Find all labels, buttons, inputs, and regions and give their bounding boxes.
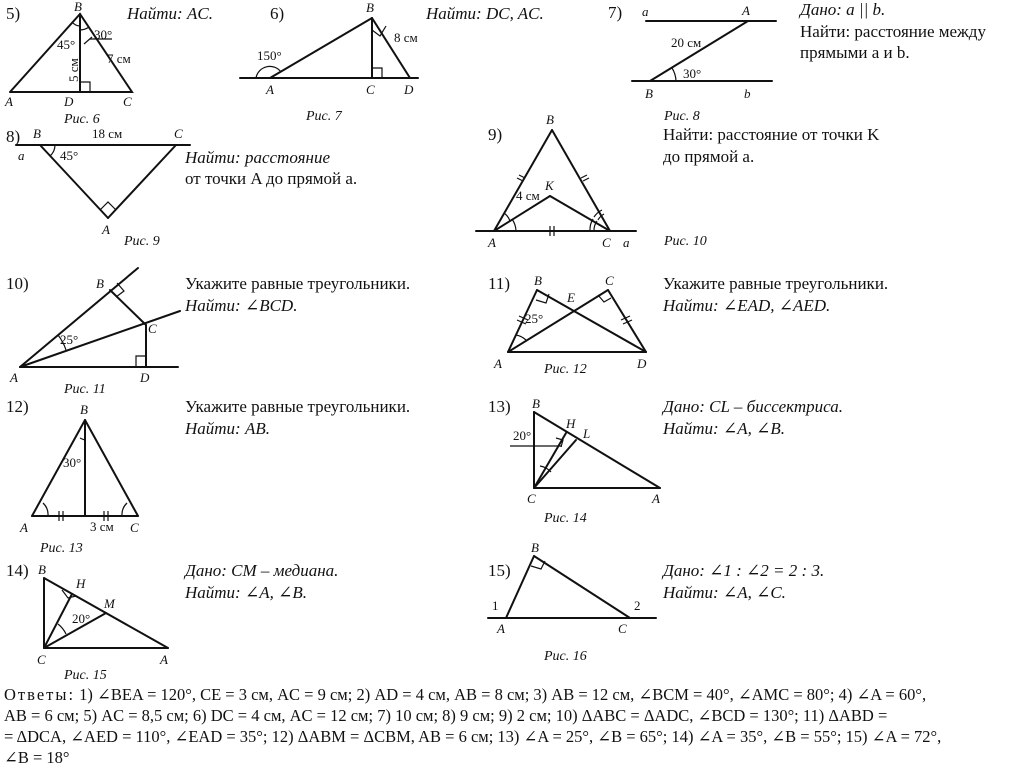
- problem-13: [488, 396, 843, 526]
- problem-8: [6, 126, 357, 249]
- vertex-label: B: [546, 112, 554, 127]
- vertex-label: C: [605, 273, 614, 288]
- angle-label: 45°: [57, 37, 76, 52]
- answers-line: = ΔDCA, ∠AED = 110°, ∠EAD = 35°; 12) ΔABM = ΔCBM, AB = 6 см; 13) ∠A = 25°, ∠B = 65°; 14) ∠A = 35°, ∠B = 55°; 15) ∠A = 72°,: [4, 727, 942, 746]
- vertex-label: A: [742, 3, 750, 18]
- problem-find: Найти: расстояние от точки K: [663, 125, 880, 144]
- figure-caption: Рис. 10: [664, 234, 707, 249]
- side-label: 7 см: [107, 51, 131, 66]
- problem-find: Найти: DC, AC.: [426, 4, 544, 23]
- vertex-label: H: [566, 416, 576, 431]
- vertex-label: A: [494, 356, 502, 371]
- figure-caption: Рис. 13: [40, 541, 83, 556]
- vertex-label: M: [104, 596, 115, 611]
- vertex-label: C: [123, 94, 132, 109]
- vertex-label: B: [38, 562, 46, 577]
- vertex-label: A: [20, 520, 28, 535]
- figure-caption: Рис. 11: [64, 382, 106, 397]
- problem-14: [6, 561, 338, 683]
- problem-find: Найти: ∠A, ∠B.: [663, 419, 785, 438]
- problem-find-cont: прямыми a и b.: [800, 43, 910, 62]
- vertex-label: A: [497, 621, 505, 636]
- angle-label: 45°: [60, 148, 79, 163]
- problem-task: Укажите равные треугольники.: [663, 274, 889, 293]
- vertex-label: B: [531, 540, 539, 555]
- problem-number: 6): [270, 4, 285, 23]
- problem-find: Найти: расстояние между: [800, 22, 986, 41]
- problem-number: 15): [488, 561, 511, 580]
- problem-5: [4, 0, 213, 127]
- vertex-label: A: [266, 82, 274, 97]
- problem-find-cont: до прямой a.: [663, 147, 755, 166]
- vertex-label: B: [532, 396, 540, 411]
- vertex-label: C: [148, 321, 157, 336]
- figure-caption: Рис. 16: [544, 649, 587, 664]
- angle-label: 30°: [63, 455, 82, 470]
- vertex-label: B: [74, 0, 82, 14]
- vertex-label: C: [618, 621, 627, 636]
- problem-given: Дано: CL – биссектриса.: [663, 397, 843, 416]
- problem-find: Найти: AB.: [185, 419, 270, 438]
- answers-block: [4, 684, 1019, 768]
- problem-number: 10): [6, 274, 29, 293]
- angle-label: 25°: [525, 311, 544, 326]
- figure-caption: Рис. 7: [306, 109, 342, 124]
- angle-number: 2: [634, 598, 641, 613]
- vertex-label: A: [102, 222, 110, 237]
- problem-6: [240, 0, 544, 124]
- figure-caption: Рис. 14: [544, 511, 587, 526]
- problem-number: 8): [6, 127, 21, 146]
- problem-12: [6, 397, 410, 556]
- vertex-label: A: [5, 94, 13, 109]
- line-label: a: [18, 148, 25, 163]
- side-label: 20 см: [671, 35, 702, 50]
- figure-triangle: [32, 420, 138, 521]
- vertex-label: B: [96, 276, 104, 291]
- problem-task: Укажите равные треугольники.: [185, 397, 411, 416]
- problem-9: [476, 112, 880, 250]
- problem-find: Найти: ∠BCD.: [185, 296, 298, 315]
- vertex-label: C: [130, 520, 139, 535]
- problem-15: [488, 540, 824, 664]
- answers-heading: Ответы:: [4, 685, 76, 704]
- figure-parallel-lines: [632, 21, 776, 81]
- vertex-label: D: [404, 82, 414, 97]
- vertex-label: D: [64, 94, 74, 109]
- angle-number: 1: [492, 598, 499, 613]
- problem-number: 5): [6, 4, 21, 23]
- figure-triangle: [488, 556, 656, 618]
- angle-label: 150°: [257, 48, 282, 63]
- vertex-label: B: [80, 402, 88, 417]
- vertex-label: K: [545, 178, 554, 193]
- answers-line: AB = 6 см; 5) AC = 8,5 см; 6) DC = 4 см, AC = 12 см; 7) 10 см; 8) 9 см; 9) 2 см; 10) ΔABC = ΔADC, ∠BCD = 130°; 11) ΔABD =: [4, 706, 888, 725]
- vertex-label: A: [10, 370, 18, 385]
- vertex-label: B: [645, 86, 653, 101]
- problem-find: Найти: расстояние: [185, 148, 330, 167]
- angle-label: 20°: [513, 428, 532, 443]
- answers-line: ∠B = 18°: [4, 748, 70, 767]
- line-label: a: [642, 4, 649, 19]
- problem-number: 14): [6, 561, 29, 580]
- vertex-label: D: [140, 370, 150, 385]
- line-label: a: [623, 235, 630, 250]
- problem-7: [608, 0, 986, 124]
- problem-number: 13): [488, 397, 511, 416]
- vertex-label: D: [637, 356, 647, 371]
- problem-number: 7): [608, 3, 623, 22]
- problem-find: Найти: ∠EAD, ∠AED.: [663, 296, 831, 315]
- problem-number: 11): [488, 274, 511, 293]
- problem-given: Дано: ∠1 : ∠2 = 2 : 3.: [663, 561, 825, 580]
- problem-find: Найти: AC.: [127, 4, 213, 23]
- figure-triangle: [16, 145, 190, 218]
- figure-caption: Рис. 6: [64, 112, 100, 127]
- vertex-label: C: [527, 491, 536, 506]
- figure-caption: Рис. 15: [64, 668, 107, 683]
- angle-label: 30°: [683, 66, 702, 81]
- vertex-label: C: [602, 235, 611, 250]
- figure-triangle: [476, 130, 636, 236]
- vertex-label: C: [366, 82, 375, 97]
- figure-caption: Рис. 9: [124, 234, 160, 249]
- vertex-label: B: [366, 0, 374, 15]
- problem-find: Найти: ∠A, ∠C.: [663, 583, 786, 602]
- problem-find-cont: от точки A до прямой a.: [185, 169, 358, 188]
- vertex-label: A: [488, 235, 496, 250]
- line-label: b: [744, 86, 751, 101]
- figure-triangle: [510, 412, 660, 488]
- problem-find: Найти: ∠A, ∠B.: [185, 583, 307, 602]
- figure-triangle: [44, 578, 168, 648]
- vertex-label: H: [76, 576, 86, 591]
- vertex-label: C: [37, 652, 46, 667]
- problem-task: Укажите равные треугольники.: [185, 274, 411, 293]
- figure-caption: Рис. 12: [544, 362, 587, 377]
- angle-label: 20°: [72, 611, 91, 626]
- problem-10: [6, 268, 410, 397]
- problem-number: 9): [488, 125, 503, 144]
- side-label: 8 см: [394, 30, 418, 45]
- vertex-label: B: [33, 126, 41, 141]
- vertex-label: A: [160, 652, 168, 667]
- problem-number: 12): [6, 397, 29, 416]
- side-label: 5 см: [66, 58, 81, 82]
- problem-given: Дано: a || b.: [800, 0, 886, 19]
- vertex-label: A: [652, 491, 660, 506]
- vertex-label: L: [583, 426, 591, 441]
- angle-label: 25°: [60, 332, 79, 347]
- side-label: 4 см: [516, 188, 540, 203]
- problem-given: Дано: CM – медиана.: [185, 561, 339, 580]
- answers-text: 1) ∠BEA = 120°, CE = 3 см, AC = 9 см; 2) AD = 4 см, AB = 8 см; 3) AB = 12 см, ∠BCM = 40°, ∠AMC = 80°; 4) ∠A = 60°,: [79, 685, 927, 704]
- vertex-label: B: [534, 273, 542, 288]
- side-label: 3 см: [90, 519, 114, 534]
- vertex-label: C: [174, 126, 183, 141]
- angle-label: 30°: [94, 27, 113, 42]
- side-label: 18 см: [92, 126, 123, 141]
- figure-caption: Рис. 8: [664, 109, 700, 124]
- vertex-label: E: [567, 290, 575, 305]
- problem-11: [488, 273, 888, 377]
- answers-line: [4, 684, 1019, 705]
